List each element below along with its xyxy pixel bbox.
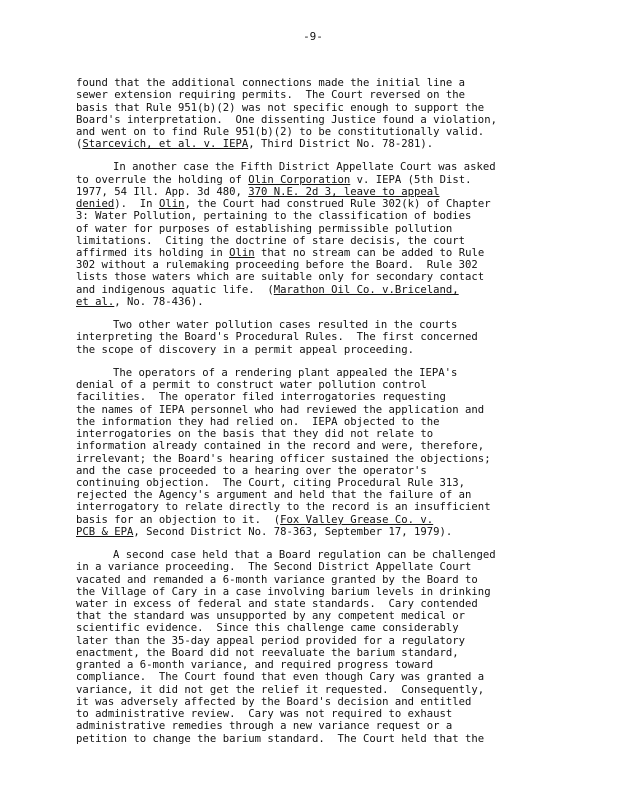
text-line: basis for an objection to it. (Fox Valley Grease Co. v. [76,514,434,526]
text-line: granted a 6-month variance, and required progress toward [76,659,434,671]
text-line: to overrule the holding of Olin Corporation v. IEPA (5th Dist. [76,174,472,186]
text-line: 1977, 54 Ill. App. 3d 480, 370 N.E. 2d 3, leave to appeal [76,186,440,198]
text-line: continuing objection. The Court, citing Procedural Rule 313, [76,477,466,489]
text-line: variance, it did not get the relief it requested. Consequently, [76,684,485,696]
text-line: of water for purposes of establishing permissible pollution [76,223,453,235]
text-line: rejected the Agency's argument and held that the failure of an [76,489,472,501]
text-line: The operators of a rendering plant appealed the IEPA's [113,367,458,379]
text-line: interrogatory to relate directly to the record is an insufficient [76,501,491,513]
text-line: later than the 35-day appeal period provided for a regulatory [76,635,466,647]
text-line: facilities. The operator filed interrogatories requesting [76,391,446,403]
text-line: 302 without a rulemaking proceeding before the Board. Rule 302 [76,259,478,271]
text-line: information already contained in the record and were, therefore, [76,440,485,452]
text-line: to administrative review. Cary was not required to exhaust [76,708,453,720]
text-line: compliance. The Court found that even though Cary was granted a [76,671,485,683]
page-number: -9- [303,30,323,43]
text-line: A second case held that a Board regulation can be challenged [113,549,496,561]
text-line: petition to change the barium standard. The Court held that the [76,733,485,745]
text-line: limitations. Citing the doctrine of stare decisis, the court [76,235,466,247]
text-line: that the standard was unsupported by any competent medical or [76,610,466,622]
text-line: denial of a permit to construct water pollution control [76,379,427,391]
text-line: (Starcevich, et al. v. IEPA, Third District No. 78-281). [76,138,434,150]
text-line: PCB & EPA, Second District No. 78-363, September 17, 1979). [76,526,453,538]
text-line: in a variance proceeding. The Second District Appellate Court [76,561,472,573]
text-line: the names of IEPA personnel who had reviewed the application and [76,404,485,416]
text-line: denied). In Olin, the Court had construed Rule 302(k) of Chapter [76,198,491,210]
text-line: vacated and remanded a 6-month variance granted by the Board to [76,574,478,586]
text-line: et al., No. 78-436). [76,296,204,308]
text-line: In another case the Fifth District Appellate Court was asked [113,161,496,173]
text-line: Two other water pollution cases resulted in the courts [113,319,458,331]
text-line: enactment, the Board did not reevaluate the barium standard, [76,647,459,659]
text-line: interrogatories on the basis that they did not relate to [76,428,434,440]
text-line: the scope of discovery in a permit appeal proceeding. [76,344,415,356]
text-line: and the case proceeded to a hearing over the operator's [76,465,427,477]
text-line: it was adversely affected by the Board's decision and entitled [76,696,472,708]
text-line: lists those waters which are suitable only for secondary contact [76,271,485,283]
text-line: found that the additional connections made the initial line a [76,77,466,89]
text-line: and went on to find Rule 951(b)(2) to be constitutionally valid. [76,126,485,138]
text-line: interpreting the Board's Procedural Rules. The first concerned [76,331,478,343]
text-line: scientific evidence. Since this challenge came considerably [76,622,459,634]
text-line: the Village of Cary in a case involving barium levels in drinking [76,586,491,598]
text-line: and indigenous aquatic life. (Marathon Oil Co. v.Briceland, [76,284,459,296]
text-line: irrelevant; the Board's hearing officer sustained the objections; [76,453,491,465]
text-line: affirmed its holding in Olin that no stream can be added to Rule [76,247,485,259]
text-line: basis that Rule 951(b)(2) was not specific enough to support the [76,102,485,114]
text-line: Board's interpretation. One dissenting Justice found a violation, [76,114,497,126]
text-line: water in excess of federal and state standards. Cary contended [76,598,478,610]
text-line: sewer extension requiring permits. The Court reversed on the [76,89,466,101]
text-line: 3: Water Pollution, pertaining to the classification of bodies [76,210,472,222]
text-line: the information they had relied on. IEPA objected to the [76,416,440,428]
text-line: administrative remedies through a new variance request or a [76,720,453,732]
